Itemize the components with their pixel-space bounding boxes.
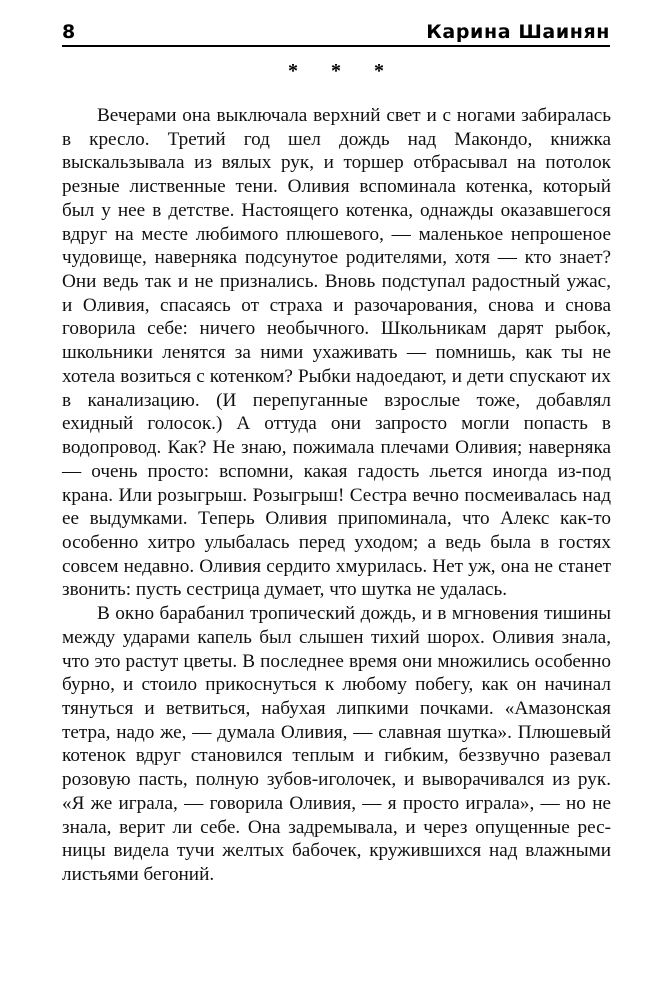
paragraph: Вечерами она выключала верхний свет и с ногами забиралась в кресло. Третий год шел дождь над Макондо, книжка выскальзывала из вялых рук, и торшер отбрасывал на потолок резные лиственные тени. Оливия вспоминала котенка, который был у нее в детстве. Настоящего котенка, однажды оказавшегося вдруг на месте любимого плюшевого, — маленькое непрошеное чудовище, наверняка подсунутое родителями, хотя — кто знает? Они ведь так и не признались. Вновь подступал радостный ужас, и Оливия, спасаясь от страха и разочарования, снова и снова говорила себе: ничего необычного. Школьникам дарят рыбок, школьники ленятся за ними ухаживать — помнишь, как ты не хотела возиться с котенком? Рыбки надоедают, и дети спускают их в канализацию. (И перепуганные взрослые тоже, добавлял ехидный голосок.) А оттуда они запросто могли попасть в водопровод. Как? Не знаю, пожимала плечами Оливия; наверняка — очень просто: вспомни, какая гадость льется иногда из-под крана. Или розыгрыш. Розыгрыш! Сестра вечно посмеивалась над ее выдумками. Теперь Оливия припоминала, что Алекс как-то особенно хитро улыбалась перед уходом; а ведь была в гостях совсем недавно. Оливия сердито хмурилась. Нет уж, она не станет звонить: пусть сестрица думает, что шутка не удалась. <box>62 105 611 601</box>
page-number: 8 <box>62 21 76 43</box>
paragraph: В окно барабанил тропический дождь, и в мгновения тишины между ударами капель был слышен тихий шорох. Оливия знала, что это растут цветы. В последнее время они множились особенно бурно, и стоило прикоснуться к любому побегу, как он начинал тянуться и ветвиться, набухая липкими почками. «Амазонская тетра, надо же, — думала Оливия, — славная шутка». Плюшевый котенок вдруг становился теплым и гибким, беззвучно разевал розовую пасть, полную зубов-иголочек, и выворачивался из рук. «Я же играла, — говорила Оливия, — я просто играла», — но не знала, верит ли себе. Она задремывала, и через опущенные ресницы видела тучи желтых бабочек, кружившихся над влажными листьями бегоний. <box>62 603 611 885</box>
running-head-row <box>62 16 610 42</box>
running-head-title: Карина Шаинян <box>426 21 610 43</box>
section-separator: * * * <box>288 60 398 82</box>
running-head <box>62 16 610 46</box>
header-rule <box>62 45 610 47</box>
body-text <box>62 104 611 887</box>
